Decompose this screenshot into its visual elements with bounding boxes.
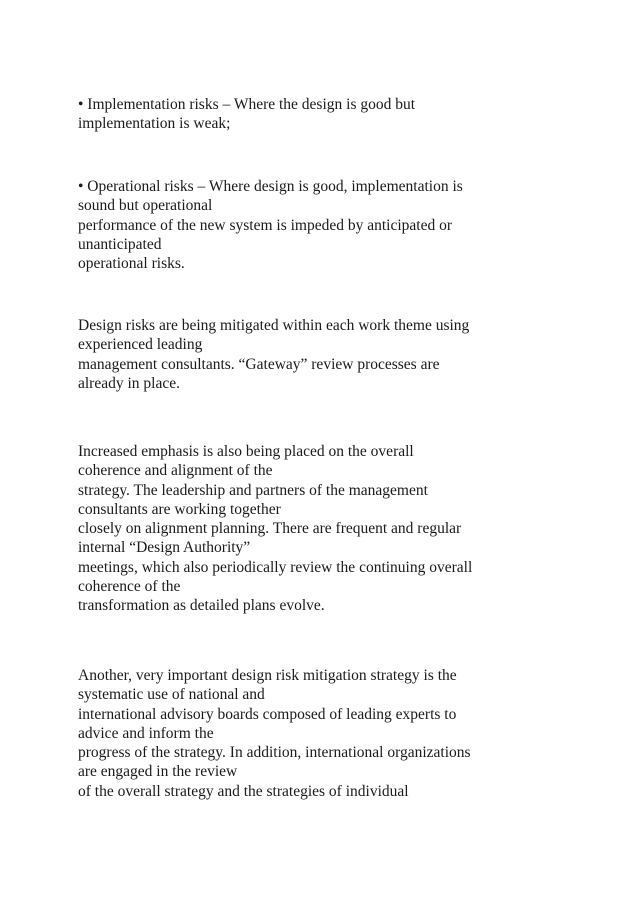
text-line: Design risks are being mitigated within each work theme using (78, 317, 470, 334)
text-line: advice and inform the (78, 724, 214, 742)
paragraph-operational-risks (78, 177, 618, 273)
text-line: internal “Design Authority” (78, 539, 251, 557)
text-line: operational risks. (78, 255, 185, 273)
paragraph-implementation-risks (78, 95, 618, 134)
paragraph-coherence-alignment (78, 442, 618, 616)
text-line: of the overall strategy and the strategies of individual (78, 782, 409, 800)
text-line: already in place. (78, 374, 180, 392)
text-line: closely on alignment planning. There are frequent and regular (78, 520, 462, 538)
text-line: coherence and alignment of the (78, 462, 273, 480)
text-line: implementation is weak; (78, 115, 231, 133)
text-line: experienced leading (78, 336, 203, 354)
text-line: meetings, which also periodically review the continuing overall (78, 558, 473, 576)
text-line: Increased emphasis is also being placed on the overall (78, 443, 414, 460)
paragraph-advisory-boards (78, 666, 618, 801)
text-line: strategy. The leadership and partners of the management (78, 481, 428, 499)
text-line: progress of the strategy. In addition, international organizations (78, 744, 471, 762)
text-line: management consultants. “Gateway” review processes are (78, 355, 440, 373)
text-line: consultants are working together (78, 500, 281, 518)
text-line: performance of the new system is impeded by anticipated or (78, 216, 453, 234)
text-line: • Operational risks – Where design is good, implementation is (78, 178, 463, 195)
text-line: unanticipated (78, 235, 162, 253)
text-line: are engaged in the review (78, 763, 238, 781)
text-line: Another, very important design risk mitigation strategy is the (78, 667, 457, 684)
text-line: coherence of the (78, 578, 181, 596)
text-line: systematic use of national and (78, 686, 265, 704)
text-line: transformation as detailed plans evolve. (78, 597, 325, 615)
text-line: international advisory boards composed of leading experts to (78, 705, 457, 723)
text-line: sound but operational (78, 197, 213, 215)
paragraph-design-risks (78, 316, 618, 393)
text-line: • Implementation risks – Where the design is good but (78, 96, 416, 113)
